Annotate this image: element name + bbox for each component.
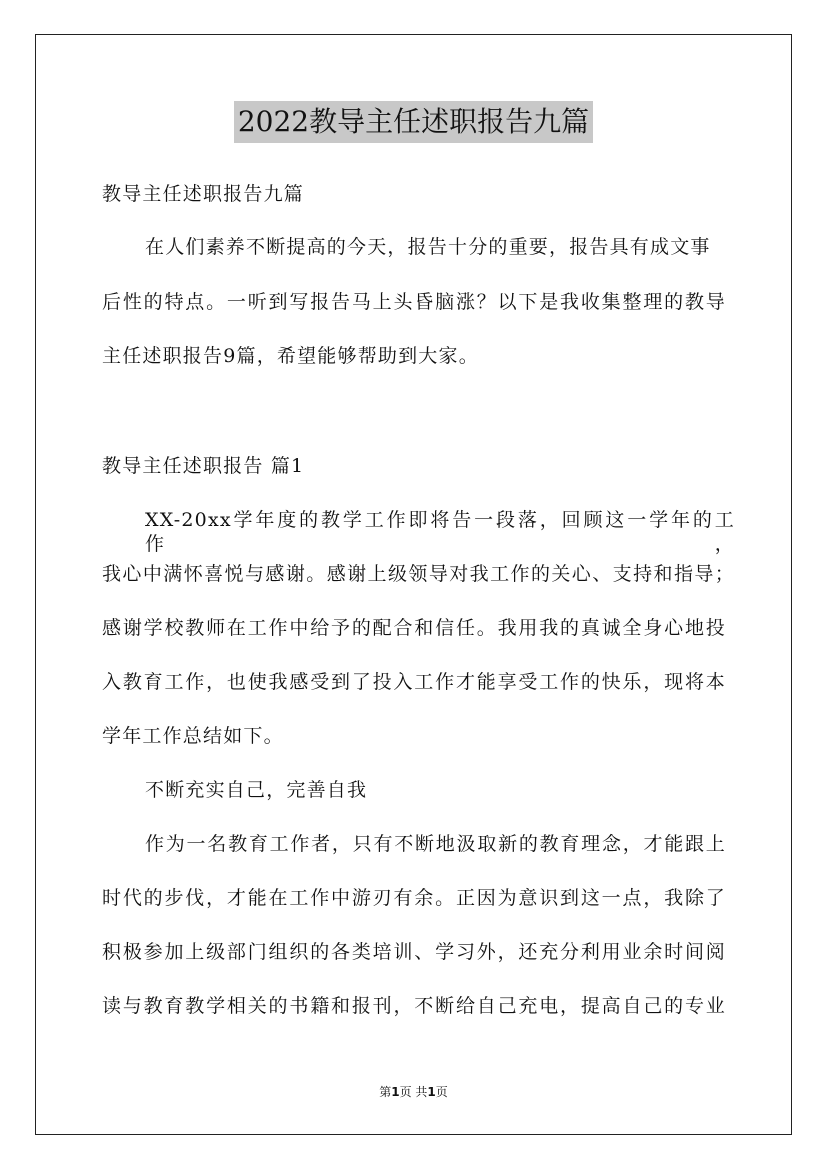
footer-page-number: 1 [391,1085,400,1099]
paragraph-line: 时代的步伐，才能在工作中游刃有余。正因为意识到这一点，我除了 [102,887,726,909]
paragraph-line: 学年工作总结如下。 [102,725,284,747]
paragraph-line: 在人们素养不断提高的今天，报告十分的重要，报告具有成文事 [145,236,711,258]
paragraph-line: 我心中满怀喜悦与感谢。感谢上级领导对我工作的关心、支持和指导； [102,563,735,585]
section-heading: 教导主任述职报告九篇 [102,183,305,205]
page-footer [0,1084,827,1100]
title-container [0,101,827,143]
paragraph-line: 作为一名教育工作者，只有不断地汲取新的教育理念，才能跟上 [145,833,726,855]
paragraph-line: 入教育工作，也使我感受到了投入工作才能享受工作的快乐，现将本 [102,671,726,693]
footer-prefix: 第 [379,1085,392,1099]
section-heading: 教导主任述职报告 篇1 [102,455,305,477]
paragraph-line: 后性的特点。一听到写报告马上头昏脑涨？以下是我收集整理的教导 [102,291,726,313]
paragraph-line: 读与教育教学相关的书籍和报刊，不断给自己充电，提高自己的专业 [102,995,726,1017]
document-title: 2022教导主任述职报告九篇 [234,101,593,143]
footer-suffix: 页 [435,1085,448,1099]
footer-mid: 页 共 [399,1085,428,1099]
footer-total-pages: 1 [427,1085,436,1099]
paragraph-line: 积极参加上级部门组织的各类培训、学习外，还充分利用业余时间阅 [102,941,726,963]
paragraph-line: XX-20xx学年度的教学工作即将告一段落，回顾这一学年的工作， [145,509,735,555]
subheading: 不断充实自己，完善自我 [145,779,368,801]
paragraph-line: 感谢学校教师在工作中给予的配合和信任。我用我的真诚全身心地投 [102,617,726,639]
paragraph-line: 主任述职报告9篇，希望能够帮助到大家。 [102,345,479,367]
